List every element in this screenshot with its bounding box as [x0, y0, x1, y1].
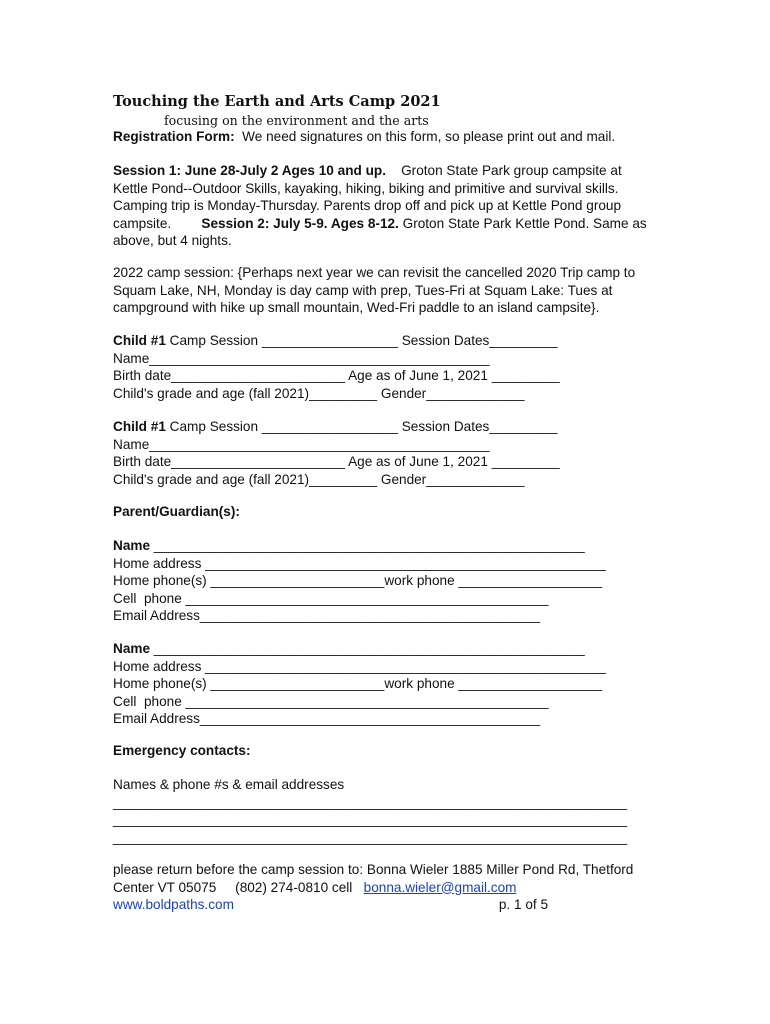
registration-note: We need signatures on this form, so please print out and mail.: [234, 129, 616, 144]
page-title: Touching the Earth and Arts Camp 2021: [113, 93, 441, 110]
emergency-line-field[interactable]: ____________________________________________________________________: [113, 794, 628, 810]
return-address-text: please return before the camp session to: Bonna Wieler 1885 Miller Pond Rd, Thetford Center VT 05075 (802) 274-0810 cell: [113, 862, 638, 895]
email-address-field[interactable]: Email Address_____________________________________________: [113, 608, 541, 624]
parent-heading: Parent/Guardian(s):: [113, 504, 240, 519]
emergency-line-field[interactable]: ____________________________________________________________________: [113, 829, 628, 845]
home-phone-field[interactable]: Home phone(s) _______________________work phone ___________________: [113, 676, 603, 692]
footer-return-info: [113, 861, 653, 896]
birth-date-field[interactable]: Birth date_______________________ Age as of June 1, 2021 _________: [113, 454, 560, 470]
footer-bottom-line: [113, 896, 653, 914]
emergency-prompt: Names & phone #s & email addresses: [113, 777, 345, 792]
grade-gender-field[interactable]: Child's grade and age (fall 2021)_________ Gender_____________: [113, 385, 525, 401]
emergency-heading: Emergency contacts:: [113, 743, 251, 758]
child-label: Child #1: [113, 419, 166, 434]
child-name-field[interactable]: Name_____________________________________________: [113, 350, 490, 366]
page-number: p. 1 of 5: [498, 897, 548, 912]
parent-block-2: [113, 640, 653, 728]
session-2-description: Groton State Park Kettle Pond. Same as above, but 4 nights.: [113, 215, 647, 249]
session-1-heading: Session 1: June 28-July 2 Ages 10 and up.: [113, 163, 386, 178]
cell-phone-field[interactable]: Cell phone ________________________________________________: [113, 693, 549, 709]
parent-name-field[interactable]: _________________________________________________________: [150, 641, 585, 656]
camp-session-field[interactable]: Camp Session __________________ Session Dates_________: [165, 333, 558, 348]
child-block-2: [113, 418, 653, 488]
registration-label: Registration Form:: [113, 129, 235, 144]
sessions-paragraph: [113, 162, 653, 250]
contact-email-link[interactable]: bonna.wieler@gmail.com: [363, 879, 517, 895]
home-phone-field[interactable]: Home phone(s) _______________________work phone ___________________: [113, 573, 603, 589]
emergency-block: [113, 776, 653, 846]
note-2022-session: 2022 camp session: {Perhaps next year we can revisit the cancelled 2020 Trip camp to Squam Lake, NH, Monday is day camp with prep, Tues-Fri at Squam Lake: Tues at campground with hike up small mountain, Wed-Fri paddle to an island campsite}.: [113, 265, 636, 316]
session-1-description: Groton State Park group campsite at Kettle Pond--Outdoor Skills, kayaking, hiking, biking and primitive and survival skills. Camping trip is Monday-Thursday. Parents drop off and pick up at Kettle Pond group campsite.: [113, 163, 626, 231]
email-address-field[interactable]: Email Address_____________________________________________: [113, 711, 541, 727]
session-2-heading: Session 2: July 5-9. Ages 8-12.: [201, 215, 399, 231]
grade-gender-field[interactable]: Child's grade and age (fall 2021)_________ Gender_____________: [113, 471, 525, 487]
cell-phone-field[interactable]: Cell phone ________________________________________________: [113, 590, 549, 606]
emergency-line-field[interactable]: ____________________________________________________________________: [113, 812, 628, 828]
child-block-1: [113, 332, 653, 402]
parent-block-1: [113, 537, 653, 625]
child-label: Child #1: [113, 333, 166, 348]
birth-date-field[interactable]: Birth date_______________________ Age as of June 1, 2021 _________: [113, 368, 560, 384]
website-link[interactable]: www.boldpaths.com: [113, 897, 234, 912]
parent-name-field[interactable]: _________________________________________________________: [150, 538, 585, 553]
parent-name-label: Name: [113, 538, 151, 553]
home-address-field[interactable]: Home address _____________________________________________________: [113, 658, 606, 674]
registration-intro: [113, 128, 653, 146]
parent-name-label: Name: [113, 641, 151, 656]
page-subtitle: focusing on the environment and the arts: [164, 113, 429, 128]
camp-session-field[interactable]: Camp Session __________________ Session Dates_________: [165, 419, 558, 434]
child-name-field[interactable]: Name_____________________________________________: [113, 436, 490, 452]
home-address-field[interactable]: Home address _____________________________________________________: [113, 555, 606, 571]
